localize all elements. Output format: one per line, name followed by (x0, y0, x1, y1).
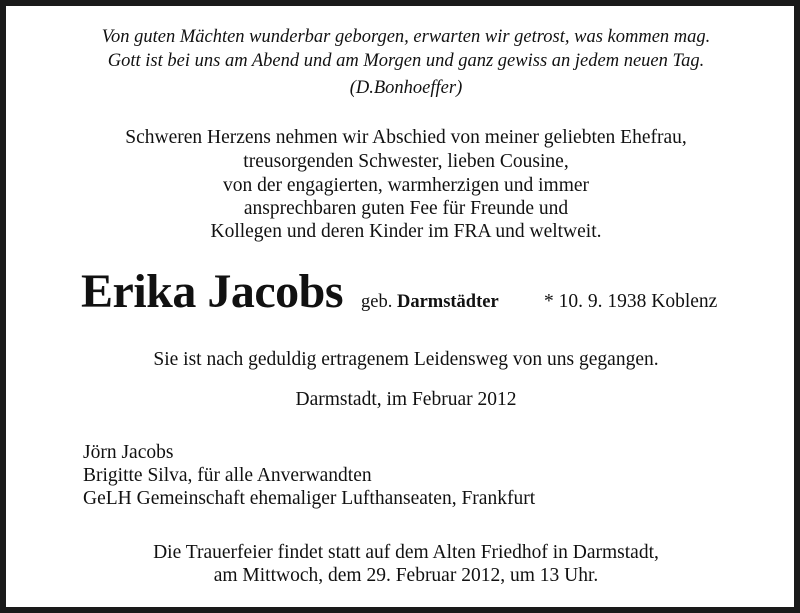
maiden-name: Darmstädter (396, 292, 499, 312)
mourner-3: GeLH Gemeinschaft ehemaliger Lufthanseaten, Frankfurt (83, 488, 536, 509)
deceased-row (6, 265, 800, 318)
place-date: Darmstadt, im Februar 2012 (295, 389, 517, 410)
intro-line-2: treusorgenden Schwester, lieben Cousine, (243, 151, 569, 172)
quote-author: (D.Bonhoeffer) (349, 78, 463, 98)
intro-line-3: von der engagierten, warmherzigen und immer (222, 175, 590, 196)
birth-info: * 10. 9. 1938 Koblenz (544, 291, 718, 312)
maiden-name-block (361, 291, 499, 313)
funeral-line-1: Die Trauerfeier findet statt auf dem Alten Friedhof in Darmstadt, (153, 542, 659, 563)
geb-prefix: geb. (361, 292, 393, 312)
passing-statement: Sie ist nach geduldig ertragenem Leidensweg von uns gegangen. (153, 349, 659, 370)
quote-line-2: Gott ist bei uns am Abend und am Morgen und ganz gewiss an jedem neuen Tag. (107, 51, 705, 71)
deceased-name: Erika Jacobs (81, 265, 344, 318)
intro-line-5: Kollegen und deren Kinder im FRA und weltweit. (210, 221, 602, 242)
mourner-2: Brigitte Silva, für alle Anverwandten (83, 465, 372, 486)
funeral-line-2: am Mittwoch, dem 29. Februar 2012, um 13 Uhr. (213, 565, 599, 586)
quote-line-1: Von guten Mächten wunderbar geborgen, erwarten wir getrost, was kommen mag. (101, 27, 711, 47)
intro-line-4: ansprechbaren guten Fee für Freunde und (243, 198, 569, 219)
intro-line-1: Schweren Herzens nehmen wir Abschied von meiner geliebten Ehefrau, (125, 127, 687, 148)
mourner-1: Jörn Jacobs (83, 442, 174, 463)
